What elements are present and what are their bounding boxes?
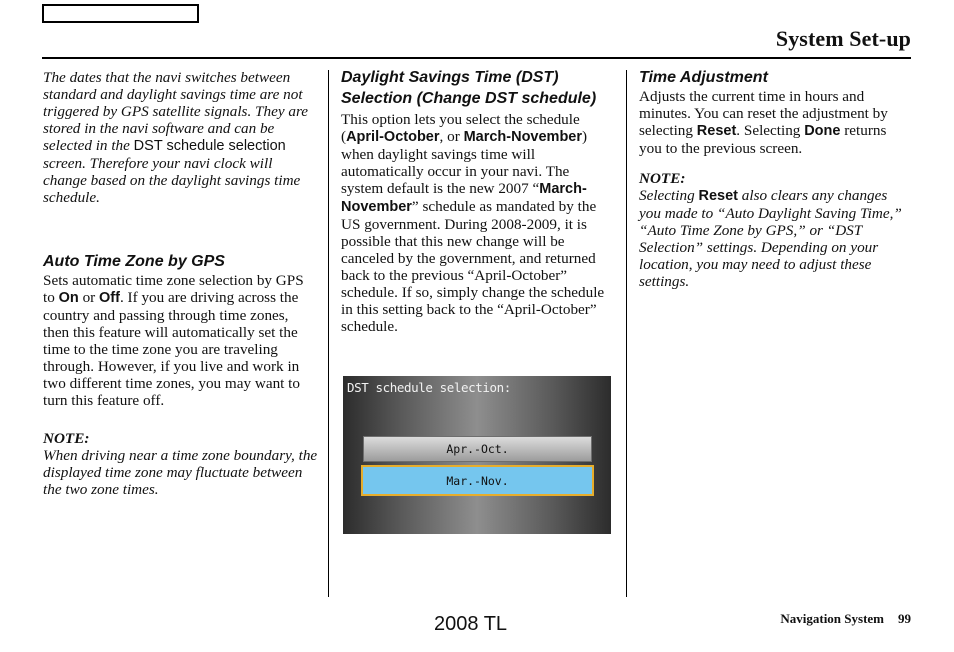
reset-term: Reset [696, 123, 737, 139]
section-title: System Set-up [775, 26, 911, 51]
column-2 [341, 67, 613, 335]
dst-intro-paragraph: The dates that the navi switches between standard and daylight savings time are not triggered by GPS satellite signals. They are stored in the navi software and can be selected in the DST schedule selection screen. Therefore your navi clock will change based on the daylight savings time schedule. [43, 69, 309, 206]
mar-nov-option[interactable]: Mar.-Nov. [361, 465, 594, 496]
auto-time-zone-heading: Auto Time Zone by GPS [43, 253, 225, 270]
note-label: NOTE: [43, 430, 90, 447]
page-number: 99 [898, 611, 911, 626]
footer-nav [780, 611, 911, 627]
column-divider-2 [626, 70, 627, 597]
dst-selection-paragraph: This option lets you select the schedule (April-October, or March-November) when daylight savings time will automatically occur in your navi. The system default is the new 2007 “March-November” schedule as mandated by the US government. During 2008-2009, it is possible that this new change will be canceled by the government, and returned back to the previous “April-October” schedule. If so, simply change the schedule in this setting back to the “April-October” schedule. [341, 111, 605, 335]
screen-title: DST schedule selection: [347, 380, 511, 395]
apr-oct-option[interactable]: Apr.-Oct. [363, 436, 592, 462]
header-rule [42, 57, 911, 59]
dst-schedule-selection-term: DST schedule selection [133, 138, 286, 154]
model-label: 2008 TL [434, 613, 508, 635]
time-adjustment-heading: Time Adjustment [639, 69, 768, 86]
note-label: NOTE: [639, 170, 686, 187]
header-tab-box [42, 4, 199, 23]
note-text: Selecting Reset also clears any changes you made to “Auto Daylight Saving Time,” “Auto Time Zone by GPS,” or “DST Selection” settings. Depending on your location, you may need to adjust these settings. [639, 187, 902, 290]
on-term: On [58, 290, 79, 306]
dst-selection-heading: Daylight Savings Time (DST) Selection (Change DST schedule) [341, 69, 597, 107]
column-1 [43, 67, 318, 498]
dst-schedule-screen [343, 376, 611, 534]
footer-nav-label: Navigation System [780, 611, 884, 626]
column-divider-1 [328, 70, 329, 597]
april-october-term: April-October [346, 129, 440, 145]
march-november-term: March-November [463, 129, 583, 145]
reset-term: Reset [698, 188, 738, 204]
column-3 [639, 67, 911, 290]
off-term: Off [99, 290, 120, 306]
auto-time-zone-paragraph: Sets automatic time zone selection by GPS to On or Off. If you are driving across the country and passing through time zones, then this feature will automatically set the time to the time zone you are traveling through. However, if you live and work in two different time zones, you may want to turn this feature off. [43, 272, 304, 409]
march-november-default-term: March-November [341, 181, 587, 215]
note-text: When driving near a time zone boundary, the displayed time zone may fluctuate between the two zone times. [43, 447, 318, 498]
done-term: Done [804, 123, 841, 139]
time-adjustment-paragraph: Adjusts the current time in hours and minutes. You can reset the adjustment by selecting Reset. Selecting Done returns you to the previous screen. [639, 88, 888, 157]
